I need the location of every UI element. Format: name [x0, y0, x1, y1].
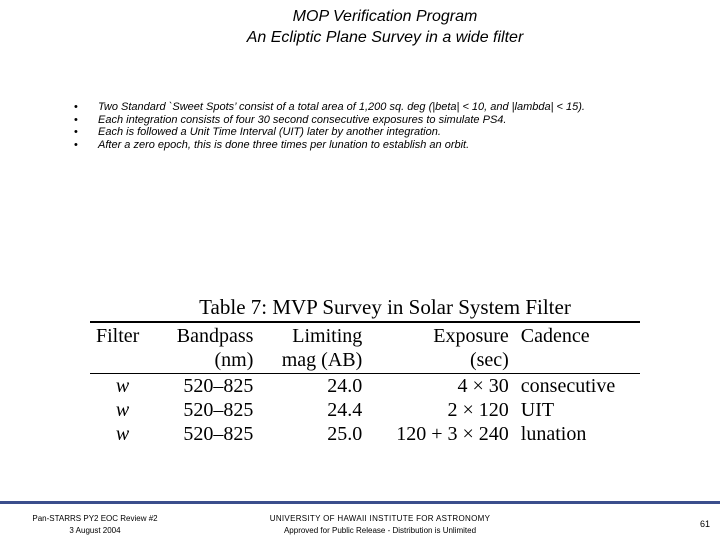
cell-exposure: 2 × 120 — [447, 399, 509, 421]
bullet-item — [74, 139, 654, 152]
table-row — [90, 422, 640, 446]
bullet-marker: • — [74, 138, 78, 151]
cell-exposure: 120 + 3 × 240 — [396, 423, 509, 445]
units-limiting: mag (AB) — [259, 348, 368, 374]
cell-limiting: 24.4 — [327, 399, 363, 421]
units-exposure: (sec) — [368, 348, 515, 374]
table-caption: Table 7: MVP Survey in Solar System Filter — [199, 295, 571, 319]
bullet-text: Two Standard `Sweet Spots’ consist of a total area of 1,200 sq. deg (|beta| < 10, and |lambda| < 15). — [98, 101, 585, 113]
header-filter: Filter — [90, 322, 155, 348]
footer-release-note: Approved for Public Release - Distribution is Unlimited — [283, 526, 477, 535]
cell-filter: w — [115, 399, 130, 421]
bullet-text: After a zero epoch, this is done three times per lunation to establish an orbit. — [98, 138, 470, 151]
cell-bandpass: 520–825 — [183, 423, 254, 445]
slide-title — [0, 6, 720, 48]
cell-limiting: 24.0 — [327, 375, 363, 397]
header-bandpass: Bandpass — [155, 322, 259, 348]
header-cadence: Cadence — [515, 322, 640, 348]
header-limiting: Limiting — [259, 322, 368, 348]
survey-table-figure — [90, 294, 640, 446]
units-bandpass: (nm) — [155, 348, 259, 374]
cell-exposure: 4 × 30 — [457, 375, 509, 397]
bullet-text: Each is followed a Unit Time Interval (UIT) later by another integration. — [98, 126, 441, 138]
table-header-units-row — [90, 348, 640, 374]
bullet-item — [74, 101, 654, 114]
footer-left — [20, 513, 170, 537]
table-row — [90, 374, 640, 399]
cell-cadence: UIT — [520, 399, 555, 421]
bullet-marker: • — [74, 113, 78, 126]
bullet-marker: • — [74, 126, 78, 138]
footer-date: 3 August 2004 — [69, 526, 121, 535]
cell-limiting: 25.0 — [327, 423, 363, 445]
bullet-item — [74, 114, 654, 127]
bullet-text: Each integration consists of four 30 second consecutive exposures to simulate PS4. — [98, 113, 507, 126]
bullet-item — [74, 126, 654, 139]
footer-institution: UNIVERSITY OF HAWAII INSTITUTE FOR ASTRONOMY — [269, 514, 491, 523]
header-exposure: Exposure — [368, 322, 515, 348]
bullet-marker: • — [74, 101, 78, 113]
survey-table — [90, 321, 640, 446]
cell-filter: w — [115, 423, 130, 445]
bullet-list — [74, 101, 654, 151]
units-cadence — [515, 348, 640, 374]
title-line-2: An Ecliptic Plane Survey in a wide filter — [246, 29, 524, 46]
cell-cadence: consecutive — [520, 375, 616, 397]
table-row — [90, 398, 640, 422]
units-filter — [90, 348, 155, 374]
page-number: 61 — [699, 519, 710, 529]
cell-cadence: lunation — [520, 423, 587, 445]
cell-filter: w — [115, 375, 130, 397]
footer-rule — [0, 501, 720, 504]
footer-event: Pan-STARRS PY2 EOC Review #2 — [32, 514, 158, 523]
table-header-row — [90, 322, 640, 348]
cell-bandpass: 520–825 — [183, 399, 254, 421]
cell-bandpass: 520–825 — [183, 375, 254, 397]
footer-center — [255, 513, 505, 537]
title-line-1: MOP Verification Program — [292, 8, 478, 25]
